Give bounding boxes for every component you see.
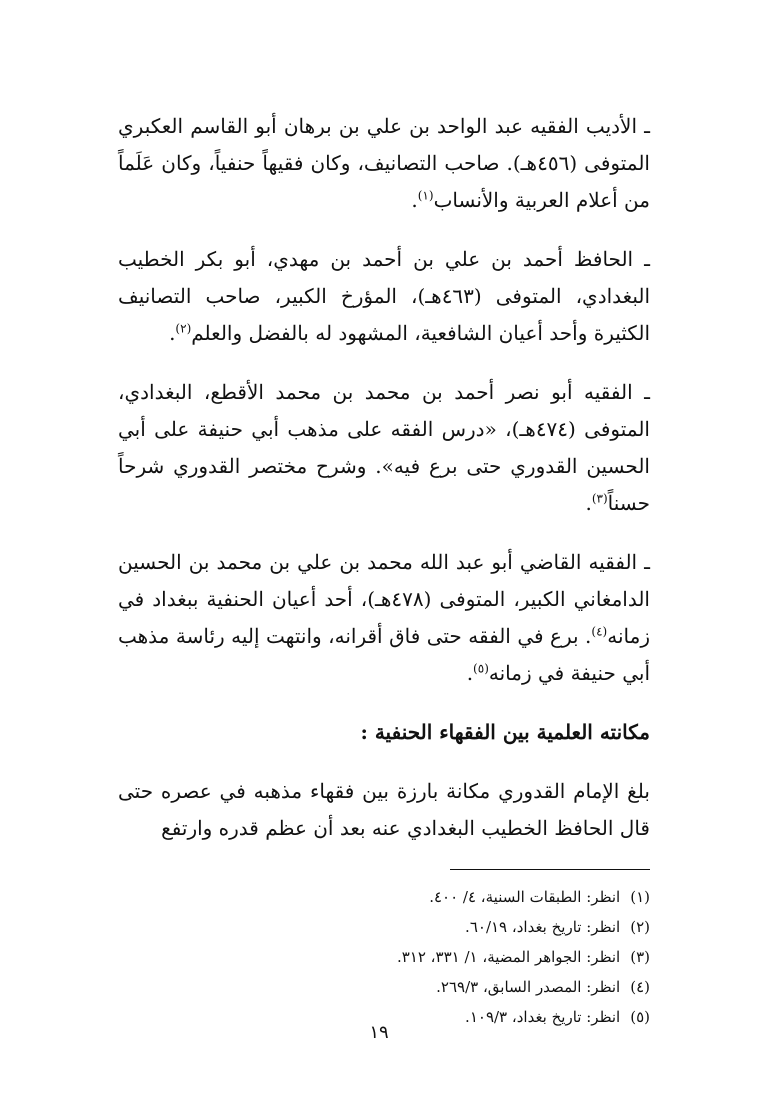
footnote-ref[interactable]: (٢)	[175, 321, 192, 336]
footnote-number: (١)	[630, 888, 650, 906]
paragraph-text: ـ الفقيه أبو نصر أحمد بن محمد بن محمد الأقطع، البغدادي، المتوفى (٤٧٤هـ)، «درس الفقه على مذهب أبي حنيفة على أبي الحسين القدوري حتى برع فيه». وشرح مختصر القدوري شرحاً حسناً	[118, 380, 650, 515]
paragraph-closing: بلغ الإمام القدوري مكانة بارزة بين فقهاء مذهبه في عصره حتى قال الحافظ الخطيب البغدادي عنه بعد أن عظم قدره وارتفع	[118, 779, 650, 840]
footnote-text: انظر: تاريخ بغداد، ٦٠/١٩.	[465, 918, 621, 936]
paragraph-tail: .	[169, 321, 176, 345]
footnote-ref[interactable]: (٤)	[591, 624, 608, 639]
paragraph-tail: .	[585, 491, 592, 515]
footnote-text: انظر: الطبقات السنية، ٤/ ٤٠٠.	[429, 888, 621, 906]
paragraph-tail: . برع في الفقه حتى فاق أقرانه، وانتهت إليه رئاسة مذهب أبي حنيفة في زمانه	[118, 624, 650, 685]
footnotes-list	[118, 882, 650, 1032]
paragraph-text: ـ الحافظ أحمد بن علي بن أحمد بن مهدي، أبو بكر الخطيب البغدادي، المتوفى (٤٦٣هـ)، المؤرخ الكبير، صاحب التصانيف الكثيرة وأحد أعيان الشافعية، المشهود له بالفضل والعلم	[118, 247, 651, 345]
footnote-item	[118, 912, 650, 942]
footnote-number: (٥)	[630, 1008, 650, 1026]
paragraph-text: ـ الأديب الفقيه عبد الواحد بن علي بن برهان أبو القاسم العكبري المتوفى (٤٥٦هـ). صاحب التصانيف، وكان فقيهاً حنفياً، وكان عَلَماً من أعلام العربية والأنساب	[118, 114, 650, 212]
section-heading: مكانته العلمية بين الفقهاء الحنفية :	[360, 720, 650, 744]
footnote-number: (٤)	[630, 978, 650, 996]
page-number: ١٩	[369, 1022, 389, 1043]
footnote-ref[interactable]: (٣)	[591, 491, 608, 506]
paragraph-damghani	[118, 544, 650, 692]
footnote-item	[118, 942, 650, 972]
page-body	[118, 108, 650, 1032]
paragraph-ibn-burhan	[118, 108, 650, 219]
footnote-text: انظر: تاريخ بغداد، ١٠٩/٣.	[465, 1008, 621, 1026]
footnote-divider	[450, 869, 650, 870]
footnote-ref[interactable]: (١)	[417, 188, 434, 203]
footnote-number: (٢)	[630, 918, 650, 936]
footnote-number: (٣)	[630, 948, 650, 966]
paragraph-khatib	[118, 241, 650, 352]
footnote-text: انظر: الجواهر المضية، ١/ ٣٣١، ٣١٢.	[396, 948, 621, 966]
paragraph-text: ـ الفقيه القاضي أبو عبد الله محمد بن علي بن محمد بن الحسين الدامغاني الكبير، المتوفى (٤٧٨هـ)، أحد أعيان الحنفية ببغداد في زمانه	[118, 550, 650, 648]
footnote-ref[interactable]: (٥)	[473, 661, 489, 676]
footnote-item	[118, 882, 650, 912]
paragraph-aqta	[118, 374, 650, 522]
footnote-text: انظر: المصدر السابق، ٢٦٩/٣.	[436, 978, 621, 996]
paragraph-tail: .	[466, 661, 474, 685]
paragraph-tail: .	[411, 188, 418, 212]
footnote-item	[118, 972, 650, 1002]
